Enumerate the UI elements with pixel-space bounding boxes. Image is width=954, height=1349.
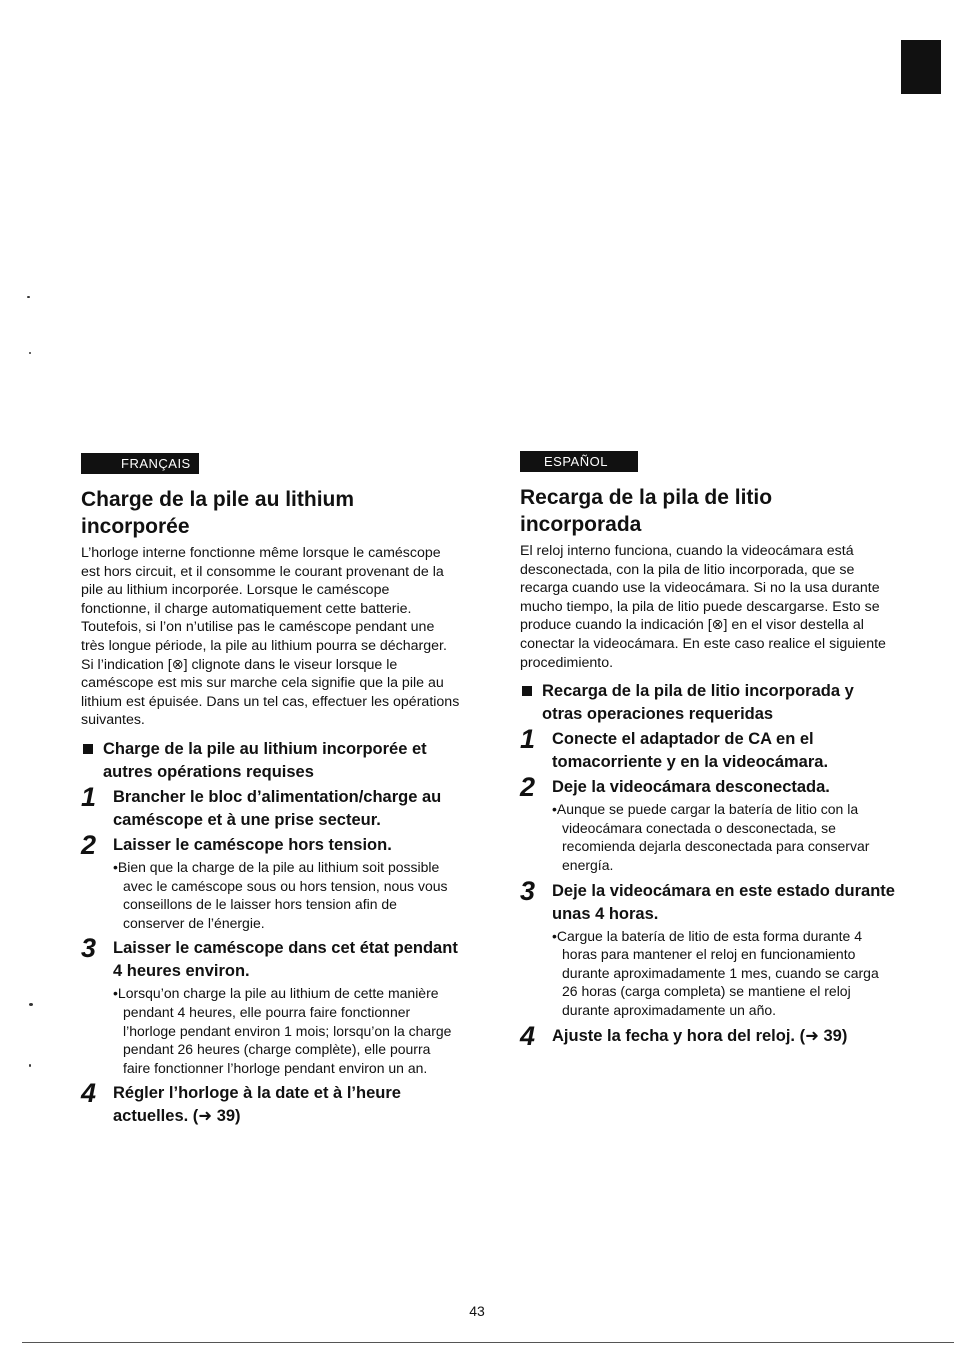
spanish-title: Recarga de la pila de litio incorporada	[520, 486, 773, 536]
step-instruction: Deje la videocámara desconectada.	[552, 778, 830, 797]
page-edge-tab-marker	[901, 40, 941, 94]
french-step-4	[81, 1078, 461, 1128]
french-column	[81, 453, 461, 1128]
bullet-square-icon	[83, 744, 93, 754]
step-note: •Lorsqu’on charge la pile au lithium de cette manière pendant 4 heures, elle pourra faire fonctionner l’horloge pendant environ 1 mois; lorsqu’on la charge pendant 26 heures (charge complète), elle pourra faire fonctionner l’horloge pendant environ un an.	[113, 985, 452, 1076]
spanish-step-1	[520, 724, 895, 774]
step-number: 2	[520, 772, 536, 803]
spanish-section-text: Recarga de la pila de litio incorporada y otras operaciones requeridas	[542, 682, 854, 724]
language-label-french: FRANÇAIS	[81, 453, 199, 474]
step-instruction: Ajuste la fecha y hora del reloj. (➜ 39)	[552, 1026, 848, 1045]
step-note: •Bien que la charge de la pile au lithium soit possible avec le caméscope sous ou hors tension, nous vous conseillons de le laisser hors tension afin de conserver de l’énergie.	[113, 858, 448, 931]
french-intro: L’horloge interne fonctionne même lorsque le caméscope est hors circuit, et il consomme le courant provenant de la pile au lithium incorporée. Lorsque le caméscope fonctionne, il charge automatiquement cette batterie. Toutefois, si l’on n’utilise pas le caméscope pendant une très longue période, la pile au lithium pourra se décharger. Si l’indication [⊗] clignote dans le viseur lorsque le caméscope est mis sur marche cela signifie que la pile au lithium est épuisée. Dans un tel cas, effectuer les opérations suivantes.	[81, 545, 460, 729]
step-instruction: Conecte el adaptador de CA en el tomacorriente y en la videocámara.	[552, 730, 829, 772]
step-number: 3	[81, 933, 97, 964]
language-label-spanish: ESPAÑOL	[520, 451, 638, 472]
step-instruction: Brancher le bloc d’alimentation/charge au caméscope et à une prise secteur.	[113, 787, 442, 829]
spanish-step-4	[520, 1020, 895, 1051]
scan-speck	[29, 352, 31, 354]
spanish-column	[520, 451, 895, 1051]
scan-speck	[29, 1064, 31, 1067]
step-instruction: Laisser le caméscope dans cet état pendant 4 heures environ.	[113, 939, 458, 981]
step-instruction: Deje la videocámara en este estado durante unas 4 horas.	[552, 881, 895, 923]
step-number: 4	[520, 1020, 536, 1051]
french-section-heading	[81, 738, 461, 784]
step-number: 4	[81, 1078, 97, 1109]
bullet-square-icon	[522, 686, 532, 696]
spanish-step-2	[520, 772, 895, 874]
step-number: 1	[520, 724, 536, 755]
french-title: Charge de la pile au lithium incorporée	[81, 488, 355, 538]
step-number: 3	[520, 875, 536, 906]
scan-speck	[27, 296, 30, 298]
spanish-intro: El reloj interno funciona, cuando la videocámara está desconectada, con la pila de litio incorporada, que se recarga cuando use la videocámara. Si no la usa durante mucho tiempo, la pila de litio puede descargarse. Esto se produce cuando la indicación [⊗] en el visor destella al conectar la videocámara. En este caso realice el siguiente procedimiento.	[520, 543, 886, 671]
french-step-2	[81, 829, 461, 932]
spanish-step-3	[520, 875, 895, 1020]
step-instruction: Laisser le caméscope hors tension.	[113, 835, 392, 854]
french-step-1	[81, 781, 461, 832]
step-instruction: Régler l’horloge à la date et à l’heure actuelles. (➜ 39)	[113, 1084, 401, 1126]
bottom-divider	[22, 1342, 954, 1343]
scan-speck	[29, 1003, 33, 1006]
step-number: 1	[81, 781, 97, 812]
step-note: •Aunque se puede cargar la batería de litio con la videocámara conectada o desconectada, se recomienda dejarla desconectada para conservar energía.	[552, 801, 870, 873]
step-note: •Cargue la batería de litio de esta forma durante 4 horas para mantener el reloj en funcionamiento durante aproximadamente 1 mes, cuando se carga 26 horas (carga completa) se mantiene el reloj durante aproximadamente un año.	[552, 927, 879, 1018]
spanish-section-heading	[520, 680, 895, 726]
french-section-text: Charge de la pile au lithium incorporée et autres opérations requises	[103, 739, 427, 781]
french-step-3	[81, 933, 461, 1077]
step-number: 2	[81, 829, 97, 860]
page-number: 43	[469, 1303, 485, 1319]
